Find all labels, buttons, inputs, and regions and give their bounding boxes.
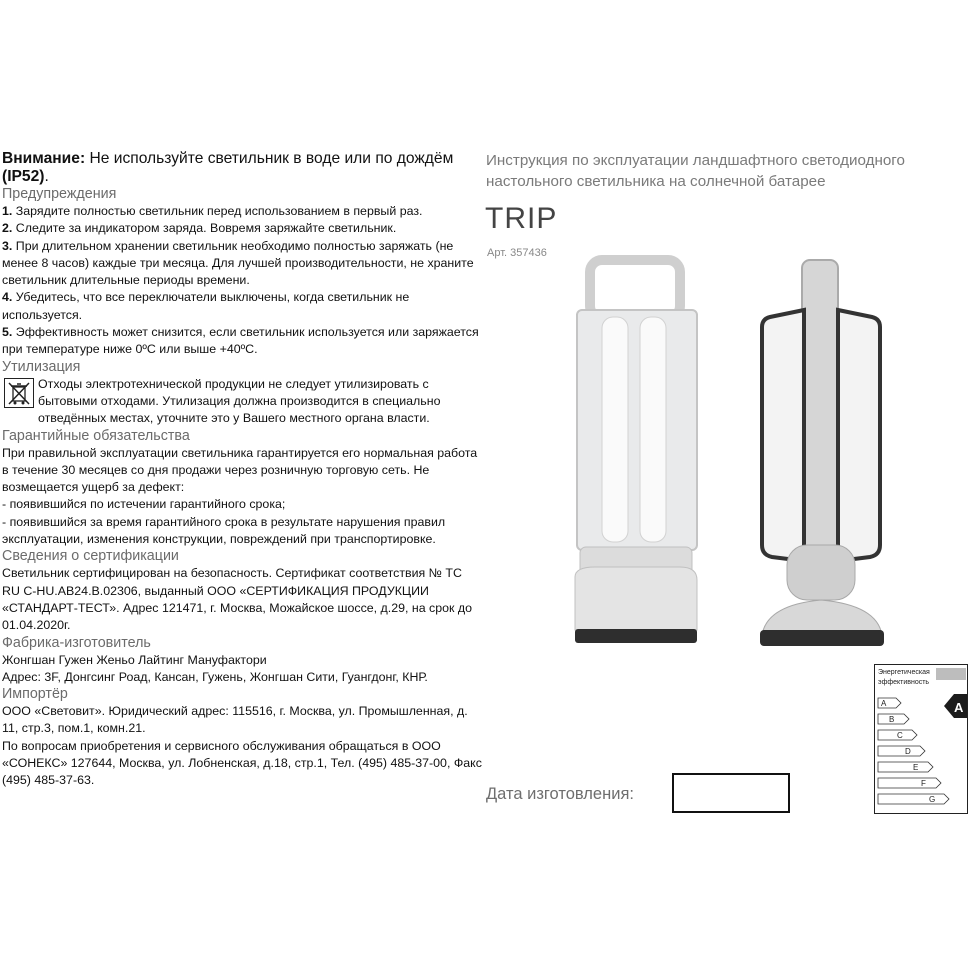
- disposal-heading: Утилизация: [2, 358, 81, 375]
- svg-text:B: B: [889, 715, 895, 724]
- precaution-item: 3. При длительном хранении светильник необходимо полностью заряжать (не менее 8 часов) каждые три месяца. Для лучшей производительности, не храните светильник длительные периоды времени.: [2, 238, 474, 288]
- importer-heading: Импортёр: [2, 686, 68, 703]
- importer-line: ООО «Световит». Юридический адрес: 115516, г. Москва, ул. Промышленная, д. 11, стр.3, пом.1, комн.21.: [2, 704, 468, 736]
- manufacturer-heading: Фабрика-изготовитель: [2, 634, 151, 651]
- manufacturer-line: Адрес: 3F, Донгсинг Роад, Кансан, Гужень, Жонгшан Сити, Гуангдонг, КНР.: [2, 669, 428, 684]
- precautions-heading: Предупреждения: [2, 186, 117, 202]
- precaution-item: 5. Эффективность может снизится, если светильник используется или заряжается при температуре ниже 0ºС или выше +40ºС.: [2, 325, 479, 357]
- product-name: TRIP: [485, 202, 558, 235]
- precaution-item: 2. Следите за индикатором заряда. Вовремя заряжайте светильник.: [2, 221, 397, 236]
- lamp-side-image: [752, 255, 892, 655]
- crossed-bin-icon: [4, 378, 34, 408]
- certification-heading: Сведения о сертификации: [2, 548, 179, 565]
- document-title: Инструкция по эксплуатации ландшафтного светодиодного настольного светильника на солнечной батарее: [486, 152, 905, 190]
- warranty-line: - появившийся по истечении гарантийного срока;: [2, 497, 286, 512]
- svg-text:C: C: [897, 731, 903, 740]
- disposal-text: Отходы электротехнической продукции не следует утилизировать с бытовыми отходами. Утилизация должна производится в специально отведённых местах, уточните это у Вашего местного органа власти.: [38, 376, 441, 426]
- manufacturer-line: Жонгшан Гужен Женьо Лайтинг Мануфактори: [2, 652, 267, 667]
- lamp-front-image: [570, 255, 705, 655]
- date-field: [672, 773, 790, 813]
- svg-text:D: D: [905, 747, 911, 756]
- svg-text:A: A: [954, 700, 964, 715]
- article-number: Арт. 357436: [487, 247, 547, 259]
- svg-text:эффективность: эффективность: [878, 679, 930, 686]
- certification-text: Светильник сертифицирован на безопасность. Сертификат соответствия № ТС RU С-HU.AB24.B.02306, выданный ООО «СЕРТИФИКАЦИЯ ПРОДУКЦИИ «СТАНДАРТ-ТЕСТ». Адрес 121471, г. Москва, Можайское шоссе, д.29, на срок до 01.04.2020г.: [2, 566, 473, 633]
- svg-text:E: E: [913, 763, 919, 772]
- svg-text:F: F: [921, 779, 926, 788]
- warning-note: Внимание: Не используйте светильник в воде или по дождём (IP52).: [2, 150, 454, 185]
- precaution-item: 4. Убедитесь, что все переключатели выключены, когда светильник не используется.: [2, 290, 410, 322]
- warranty-heading: Гарантийные обязательства: [2, 427, 190, 444]
- svg-text:Энергетическая: Энергетическая: [878, 669, 930, 676]
- energy-efficiency-label: [874, 664, 968, 814]
- precaution-item: 1. Зарядите полностью светильник перед использованием в первый раз.: [2, 204, 423, 218]
- instructions-text: [2, 150, 482, 790]
- svg-text:A: A: [881, 699, 887, 708]
- svg-text:G: G: [929, 795, 936, 804]
- warranty-line: При правильной эксплуатации светильника гарантируется его нормальная работа в течение 30 месяцев со дня продажи через розничную торговую сеть. Не возмещается ущерб за дефект:: [2, 445, 478, 495]
- importer-line: По вопросам приобретения и сервисного обслуживания обращаться в ООО «СОНЕКС» 127644, Москва, ул. Лобненская, д.18, стр.1, Тел. (495) 485-37-00, Факс (495) 485-37-63.: [2, 738, 482, 788]
- disposal-block: [2, 376, 482, 428]
- date-label: Дата изготовления:: [486, 785, 634, 803]
- warranty-line: - появившийся за время гарантийного срока в результате нарушения правил эксплуатации, изменения конструкции, повреждений при транспортировке.: [2, 514, 446, 547]
